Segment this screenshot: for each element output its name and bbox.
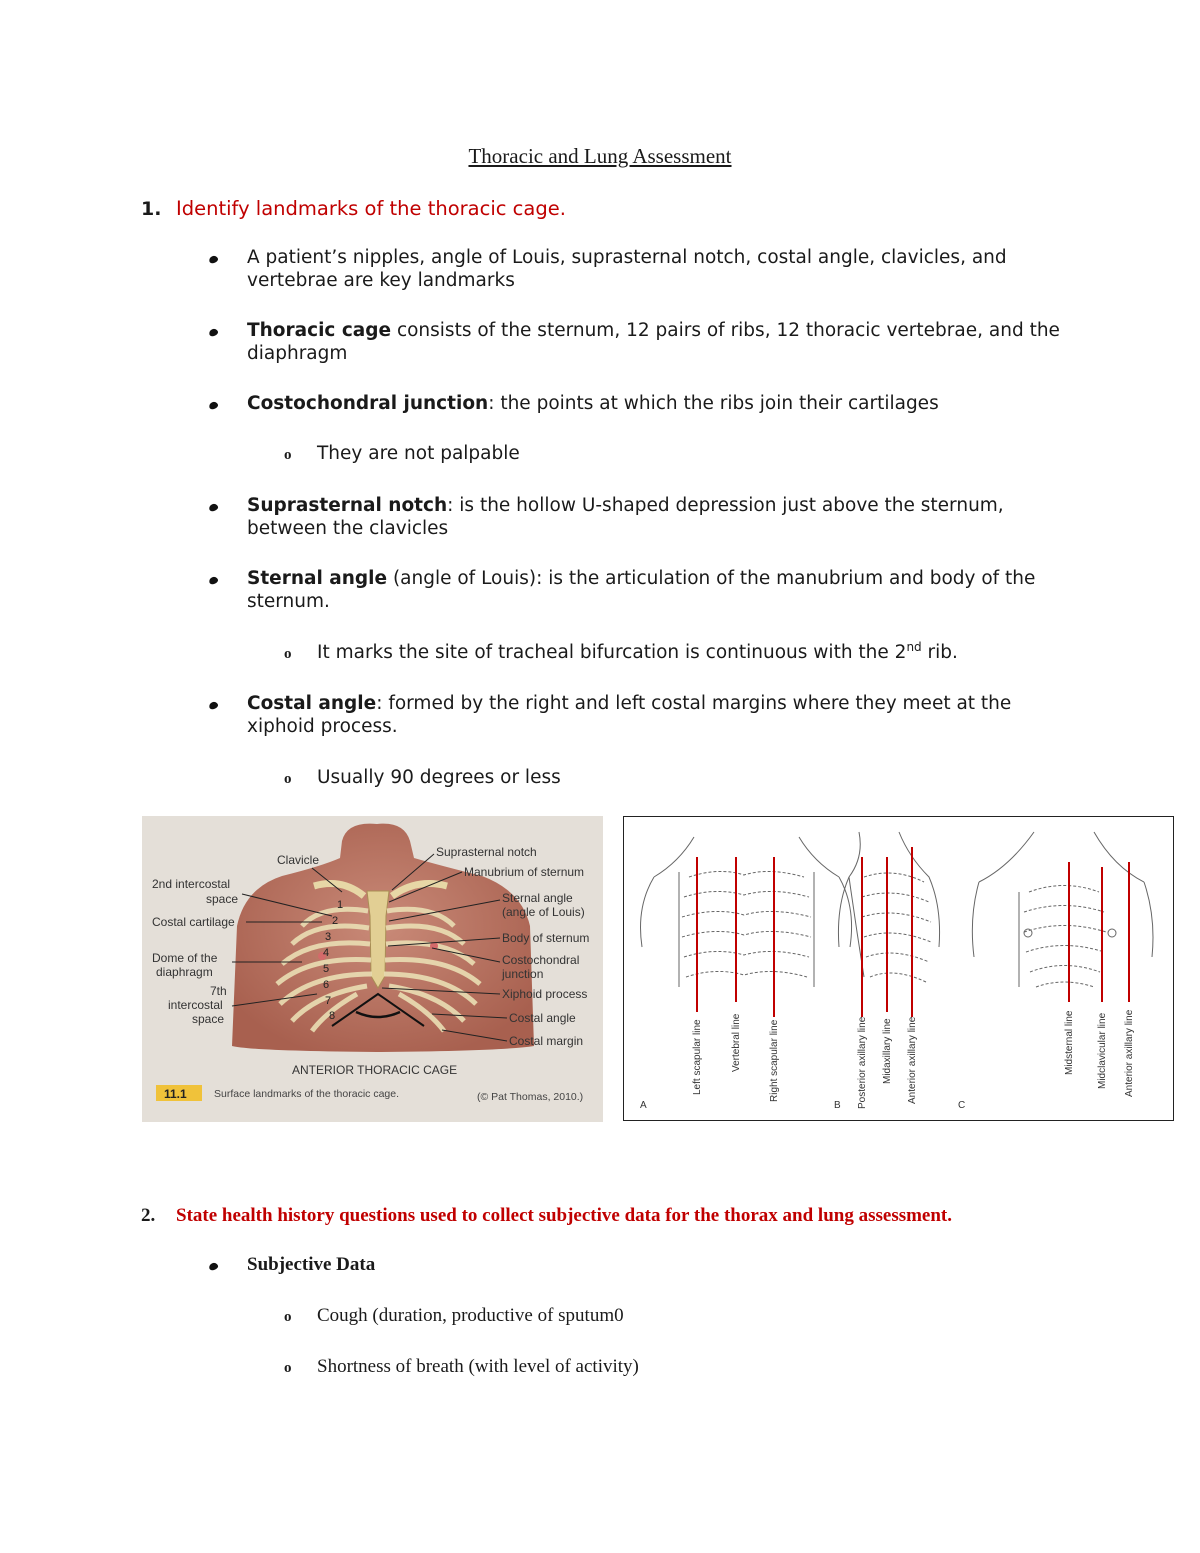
rib-number: 8 (329, 1010, 336, 1022)
thoracic-cage-illustration (142, 816, 603, 1122)
label-posterior-axillary-line: Posterior axillary line (857, 1016, 868, 1109)
rib-number: 3 (325, 931, 332, 943)
label-anterior-axillary-line-c: Anterior axillary line (1124, 1009, 1135, 1097)
bullet-item: Sternal angle (angle of Louis): is the articulation of the manubrium and body of the sternum. (247, 568, 1036, 612)
thoracic-cage-figure (142, 816, 603, 1122)
label-xiphoid-process: Xiphoid process (502, 987, 588, 1001)
term: Sternal angle (247, 568, 388, 589)
label-costal-margin: Costal margin (509, 1034, 584, 1048)
bullet-item: Thoracic cage consists of the sternum, 12 pairs of ribs, 12 thoracic vertebrae, and the diaphragm (247, 320, 1060, 364)
label-diaphragm: diaphragm (156, 965, 213, 979)
sub-bullet-item: Cough (duration, productive of sputum0 (317, 1305, 624, 1326)
label-costal-cartilage: Costal cartilage (152, 915, 235, 929)
panel-c-anterior (972, 832, 1153, 987)
page-title: Thoracic and Lung Assessment (468, 144, 732, 168)
rib-number: 2 (332, 915, 339, 927)
label-intercostal: intercostal (168, 998, 223, 1012)
sub-bullet-marker: o (284, 1309, 292, 1325)
panel-b-letter: B (834, 1100, 841, 1111)
panel-a-letter: A (640, 1100, 647, 1111)
sub-bullet-item: Shortness of breath (with level of activity) (317, 1356, 639, 1377)
bullet-icon (209, 500, 223, 514)
sub-bullet-item: It marks the site of tracheal bifurcation is continuous with the 2nd rib. (317, 639, 958, 663)
panel-b-lateral (838, 832, 939, 982)
label-manubrium: Manubrium of sternum (464, 865, 585, 879)
label-midaxillary-line: Midaxillary line (882, 1018, 893, 1084)
label-vertebral-line: Vertebral line (731, 1013, 742, 1072)
term: Thoracic cage (247, 320, 392, 341)
sub-bullet-item: They are not palpable (317, 443, 520, 464)
label-sternal-angle: Sternal angle (502, 891, 573, 905)
panel-c-lines (1069, 862, 1129, 1002)
bullet-item: Suprasternal notch: is the hollow U-shaped depression just above the sternum, between the clavicles (247, 495, 1004, 539)
bullet-icon (209, 398, 223, 412)
sub-bullet-item: Usually 90 degrees or less (317, 767, 561, 788)
term: Costal angle (247, 693, 377, 714)
bullet-item: Costochondral junction: the points at which the ribs join their cartilages (247, 393, 939, 414)
label-clavicle: Clavicle (277, 853, 320, 867)
rib-number: 5 (323, 963, 330, 975)
label-midsternal-line: Midsternal line (1064, 1010, 1075, 1075)
figure-caption: Surface landmarks of the thoracic cage. (214, 1088, 400, 1100)
sub-bullet-marker: o (284, 447, 292, 463)
panel-a-lines (697, 857, 774, 1017)
label-dome-of-the: Dome of the (152, 951, 218, 965)
sub-bullet-marker: o (284, 1360, 292, 1376)
label-angle-of-louis: (angle of Louis) (502, 905, 585, 919)
sub-bullet-marker: o (284, 771, 292, 787)
term: Suprasternal notch (247, 495, 448, 516)
label-suprasternal-notch: Suprasternal notch (436, 845, 537, 859)
bullet-icon (209, 698, 223, 712)
panel-c-letter: C (958, 1100, 966, 1111)
rib-number: 6 (323, 979, 330, 991)
label-7th: 7th (210, 984, 227, 998)
label-anterior-axillary-line: Anterior axillary line (907, 1016, 918, 1104)
label-right-scapular-line: Right scapular line (769, 1019, 780, 1102)
bullet-icon (209, 325, 223, 339)
bullet-icon (209, 1259, 223, 1273)
section-2-number: 2. (141, 1205, 156, 1226)
label-costochondral: Costochondral (502, 953, 580, 967)
reference-lines-illustration (624, 817, 1174, 1121)
rib-number: 4 (323, 947, 330, 959)
label-left-scapular-line: Left scapular line (692, 1019, 703, 1095)
bullet-item: Costal angle: formed by the right and left costal margins where they meet at the xiphoid process. (247, 693, 1012, 737)
label-body-of-sternum: Body of sternum (502, 931, 590, 945)
figure-caption-title: ANTERIOR THORACIC CAGE (292, 1063, 458, 1077)
section-1-number: 1. (141, 198, 162, 220)
panel-a-posterior (641, 837, 852, 987)
term: Costochondral junction (247, 393, 489, 414)
chest-reference-lines-figure (623, 816, 1174, 1121)
label-2nd-intercostal: 2nd intercostal (152, 877, 231, 891)
label-junction: junction (502, 967, 544, 981)
label-space: space (192, 1012, 225, 1026)
bullet-item: A patient’s nipples, angle of Louis, suprasternal notch, costal angle, clavicles, and vertebrae are key landmarks (247, 247, 1007, 291)
figure-credit: (© Pat Thomas, 2010.) (477, 1091, 584, 1103)
label-midclavicular-line: Midclavicular line (1097, 1012, 1108, 1089)
bullet-item: Subjective Data (247, 1254, 376, 1275)
bullet-icon (209, 252, 223, 266)
label-costal-angle: Costal angle (509, 1011, 576, 1025)
rib-number: 1 (337, 899, 344, 911)
label-2nd-intercostal-space: space (206, 892, 239, 906)
panel-b-lines (862, 847, 912, 1017)
rib-number: 7 (325, 995, 332, 1007)
sub-bullet-marker: o (284, 646, 292, 662)
section-1-heading: Identify landmarks of the thoracic cage. (176, 197, 566, 220)
section-2-heading: State health history questions used to collect subjective data for the thorax and lung assessment. (176, 1205, 953, 1226)
figure-number: 11.1 (164, 1087, 187, 1101)
bullet-icon (209, 573, 223, 587)
